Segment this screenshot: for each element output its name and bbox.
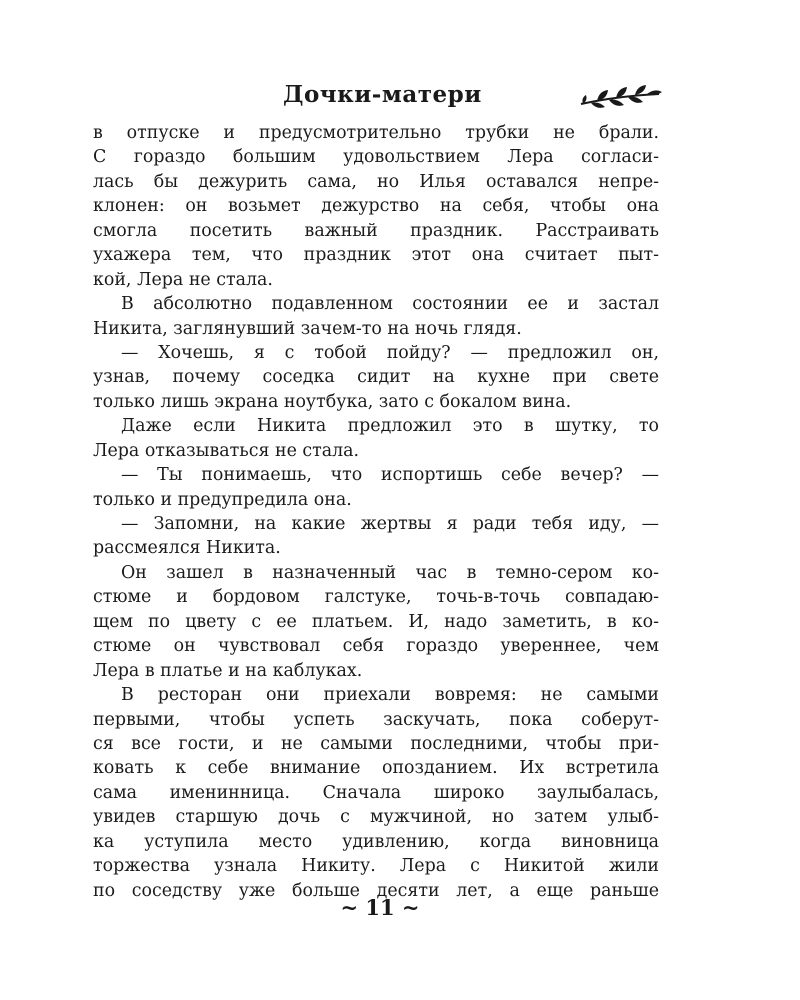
text-line: по соседству уже больше десяти лет, а еще раньше [93, 880, 659, 901]
text-line: в отпуске и предусмотрительно трубки не брали. [93, 123, 659, 143]
text-line: клонен: он возьмет дежурство на себя, чтобы она [93, 196, 659, 217]
text-line: В абсолютно подавленном состоянии ее и застал [121, 294, 659, 315]
text-line: С гораздо большим удовольствием Лера согласи- [93, 147, 659, 168]
text-line: стюме он чувствовал себя гораздо увереннее, чем [93, 636, 659, 657]
text-line: торжества узнала Никиту. Лера с Никитой жили [93, 856, 659, 877]
laurel-branch-icon [577, 82, 663, 112]
text-line: только и предупредила она. [93, 489, 352, 510]
text-line: лась бы дежурить сама, но Илья оставался непре- [93, 171, 659, 192]
text-line: — Хочешь, я с тобой пойду? — предложил он, [121, 342, 659, 363]
text-line: Даже если Никита предложил это в шутку, то [121, 416, 659, 437]
text-line: кой, Лера не стала. [93, 269, 273, 290]
text-line: узнав, почему соседка сидит на кухне при свете [93, 367, 659, 388]
text-line: ухажера тем, что праздник этот она считает пыт- [93, 245, 659, 266]
body-text [93, 121, 659, 903]
text-line: Он зашел в назначенный час в темно-сером ко- [121, 562, 659, 583]
text-line: ка уступила место удивлению, когда виновница [93, 831, 659, 852]
text-line: ковать к себе внимание опозданием. Их встретила [93, 758, 659, 779]
text-line: Никита, заглянувший зачем-то на ночь глядя. [93, 318, 522, 339]
text-line: рассмеялся Никита. [93, 538, 281, 559]
text-line: ся все гости, и не самыми последними, чтобы при- [93, 733, 659, 754]
text-line: Лера отказываться не стала. [93, 440, 360, 461]
text-line: смогла посетить важный праздник. Расстраивать [93, 220, 659, 241]
page-number: ~ 11 ~ [340, 895, 420, 920]
text-line: только лишь экрана ноутбука, зато с бокалом вина. [93, 391, 572, 412]
running-header [0, 78, 800, 118]
text-line: увидев старшую дочь с мужчиной, но затем улыб- [93, 807, 659, 828]
text-line: — Запомни, на какие жертвы я ради тебя иду, — [121, 514, 659, 534]
header-title: Дочки-матери [283, 81, 482, 108]
text-line: сама именинница. Сначала широко заулыбалась, [93, 782, 659, 803]
text-line: первыми, чтобы успеть заскучать, пока соберут- [93, 709, 659, 730]
text-line: Лера в платье и на каблуках. [93, 660, 363, 681]
text-line: щем по цвету с ее платьем. И, надо заметить, в ко- [93, 611, 659, 632]
text-line: В ресторан они приехали вовремя: не самыми [121, 685, 659, 706]
text-line: — Ты понимаешь, что испортишь себе вечер? — [121, 465, 659, 486]
text-line: стюме и бордовом галстуке, точь-в-точь совпадаю- [93, 587, 659, 608]
